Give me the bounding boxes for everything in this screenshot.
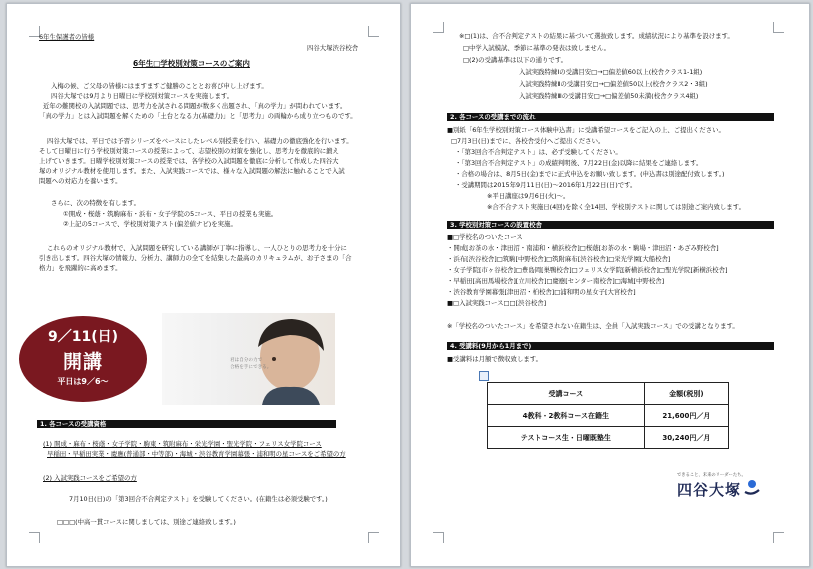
- section-4-heading: 4. 受講料(9月から1月まで): [447, 342, 774, 350]
- criteria-line: 入試実践特練Ⅰの受講目安□→□偏差値60以上(校舎クラス1-1組): [519, 68, 703, 76]
- table-anchor-icon: [479, 371, 489, 381]
- fee-header-course: 受講コース: [488, 383, 645, 405]
- crop-mark: [368, 532, 379, 543]
- table-row: [488, 405, 729, 427]
- crop-mark: [433, 532, 444, 543]
- criteria-line: 入試実践特練Ⅲの受講目安□→□偏差値50未満(校舎クラス4組): [519, 92, 699, 100]
- flow-line: ・「第3回合不合判定テスト」は、必ず受験してください。: [455, 148, 622, 156]
- body-line: そして日曜日に行う学校別対策コースの授業によって、志望校別の対策を強化し、思考力を徹底的に鍛え: [39, 147, 339, 155]
- body-line: 上げていきます。日曜学校別対策コースの授業では、各学校の入試問題を徹底に分析して作成した四谷大: [39, 157, 339, 165]
- header-school: 四谷大塚渋谷校舎: [307, 44, 359, 52]
- campus-line: ・開成[お茶の水・津田沼・南浦和・横浜校舎]□桜蔭[お茶の水・駒場・津田沼・あざみ野校舎]: [447, 244, 719, 252]
- body-line: 「真の学力」とは入試問題を解くための「土台となる力(基礎力)」と「思考力」の両輪から成り立つものです。: [39, 112, 357, 120]
- eligibility-line: 7月10日(日)の「第3回合不合判定テスト」を受験してください。(在籍生は必須受験です。): [69, 495, 328, 503]
- criteria-line: ※□(1)は、合不合判定テストの結果に基づいて選抜致します。成績状況により基準を設けます。: [459, 32, 734, 40]
- criteria-line: □中学入試模試、季節に基準の発表は致しません。: [463, 44, 611, 52]
- logo-name: 四谷大塚: [677, 481, 742, 499]
- campus-line: ・浜布[渋谷校舎]□筑駒[中野校舎]□筑附麻布[渋谷校舎]□栄光学園[大船校舎]: [447, 255, 671, 263]
- body-line: 問題への対応力を養います。: [39, 177, 122, 185]
- campus-line: ・渋谷教育学園幕張[津田沼・柏校舎]□浦和明の星女子[大宮校舎]: [447, 288, 636, 296]
- logo-tagline: できること、未来のリーダーたち。: [677, 473, 746, 478]
- fee-amount: 30,240円／月: [644, 427, 728, 449]
- body-line: 入梅の候、ご父母の皆様にはますますご健勝のこととお喜び申し上げます。: [51, 82, 268, 90]
- body-line: 四谷大塚では9月より日曜日に学校別対策コースを実施します。: [51, 92, 234, 100]
- document-page-1: [6, 3, 401, 567]
- body-line: 近年の難関校の入試問題では、思考力を試される問題が数多く出題され、「真の学力」が問われています。: [43, 102, 347, 110]
- logo-mark-icon: [743, 478, 761, 496]
- opening-date: 9／11(日): [47, 329, 119, 345]
- campus-note: ※「学校名のついたコース」を希望されない在籍生は、全員「入試実践コース」での受講となります。: [447, 322, 739, 330]
- crop-mark: [773, 532, 784, 543]
- opening-label: 開講: [62, 351, 103, 373]
- crop-mark: [773, 22, 784, 33]
- fee-table: [487, 382, 729, 449]
- body-line: 引き出します。四谷大塚の情報力、分析力、講師力の全てを結集した最高のカリキュラムが、お子さまの「合: [39, 254, 352, 262]
- fee-header-amount: 金額(税別): [644, 383, 728, 405]
- weekday-start: 平日は9／6～: [57, 377, 109, 386]
- flow-line: ※平日講座は9月6日(火)～。: [487, 192, 570, 200]
- body-line: 格力」を飛躍的に高めます。: [39, 264, 122, 272]
- section-1-heading: 1. 各コースの受講資格: [37, 420, 336, 428]
- body-line: これらのオリジナル教材で、入試問題を研究している講師が丁寧に指導し、一人ひとりの思考力を十分に: [47, 244, 347, 252]
- crop-mark: [368, 26, 379, 37]
- campus-line: ■□学校名のついたコース: [447, 233, 523, 241]
- fee-note: ■受講料は月額で徴収致します。: [447, 355, 542, 363]
- fee-amount: 21,600円／月: [644, 405, 728, 427]
- flow-line: ・受講期間は2015年9月11日(日)～2016年1月22日(日)です。: [455, 181, 637, 189]
- eligibility-line: □□□(中高一貫コースに関しましては、別途ご連絡致します。): [57, 518, 236, 526]
- header-addressee: 6年生保護者の皆様: [39, 33, 95, 41]
- eligibility-line: 早稲田・早稲田実業・慶應(普通部・中等部)・海城・渋谷教育学園幕張・浦和明の星コースをご希望の方: [47, 450, 346, 458]
- crop-mark: [433, 22, 444, 33]
- flow-line: ・「第3回合不合判定テスト」の成績判明後、7月22日(金)以降に結果をご連絡します。: [455, 159, 703, 167]
- campus-line: ・女子学院[市ヶ谷校舎]□豊島岡[巣鴨校舎]□フェリス女学院[新横浜校舎]□聖光学院[新横浜校舎]: [447, 266, 728, 274]
- student-photo: [162, 313, 335, 405]
- body-line: ①開成・桜蔭・筑駒麻布・浜布・女子学院の5コース、平日の授業も実施。: [63, 210, 278, 218]
- body-line: 四谷大塚では、平日では予習シリーズをベースにしたレベル別授業を行い、基礎力の徹底強化を行います。: [47, 137, 353, 145]
- flow-line: ・合格の場合は、8月5日(金)までに正式申込をお願い致します。(申込書は別途配付致します。): [455, 170, 725, 178]
- fee-course: 4教科・2教科コース在籍生: [488, 405, 645, 427]
- flow-line: ※合不合テスト実施日(4回)を除く全14回、学校別テストに関しては別途ご案内致します。: [487, 203, 745, 211]
- section-3-heading: 3. 学校別対策コースの設置校舎: [447, 221, 774, 229]
- eligibility-line: (1) 開成・麻布・桜蔭・女子学院・駒東・筑附麻布・栄光学園・聖光学院・フェリス女学院コース: [43, 440, 322, 448]
- section-2-heading: 2. 各コースの受講までの流れ: [447, 113, 774, 121]
- document-page-2: [410, 3, 810, 567]
- fee-course: テストコース生・日曜既塾生: [488, 427, 645, 449]
- body-line: さらに、次の特徴を有します。: [51, 199, 140, 207]
- photo-caption: 君は自分の力で 合格を手にできる。: [230, 358, 272, 370]
- flow-line: □7月3日(日)までに、各校舎受付へご提出ください。: [451, 137, 605, 145]
- crop-mark: [29, 532, 40, 543]
- table-row: [488, 383, 729, 405]
- flow-line: ■別紙「6年生学校別対策コース体験申込書」に受講希望コースをご記入の上、ご提出ください。: [447, 126, 725, 134]
- body-line: 塚のオリジナル教材を使用します。また、入試実践コースでは、様々な入試問題の解法に触れることで入試: [39, 167, 345, 175]
- eligibility-line: (2) 入試実践コースをご希望の方: [43, 474, 137, 482]
- criteria-line: 入試実践特練Ⅱの受講目安□→□偏差値50以上(校舎クラス2・3組): [519, 80, 708, 88]
- criteria-line: □(2)の受講基準は以下の通りです。: [463, 56, 568, 64]
- campus-line: ・早稲田[高田馬場校舎][立川校舎]□慶應[センター南校舎]□海城[中野校舎]: [447, 277, 665, 285]
- table-row: [488, 427, 729, 449]
- opening-date-badge: [19, 316, 147, 402]
- campus-line: ■□入試実践コース□□[渋谷校舎]: [447, 299, 547, 307]
- document-title: 6年生□学校別対策コースのご案内: [133, 59, 250, 68]
- body-line: ②上記の5コースで、学校別対策テスト(偏差値ナビ)を実施。: [63, 220, 237, 228]
